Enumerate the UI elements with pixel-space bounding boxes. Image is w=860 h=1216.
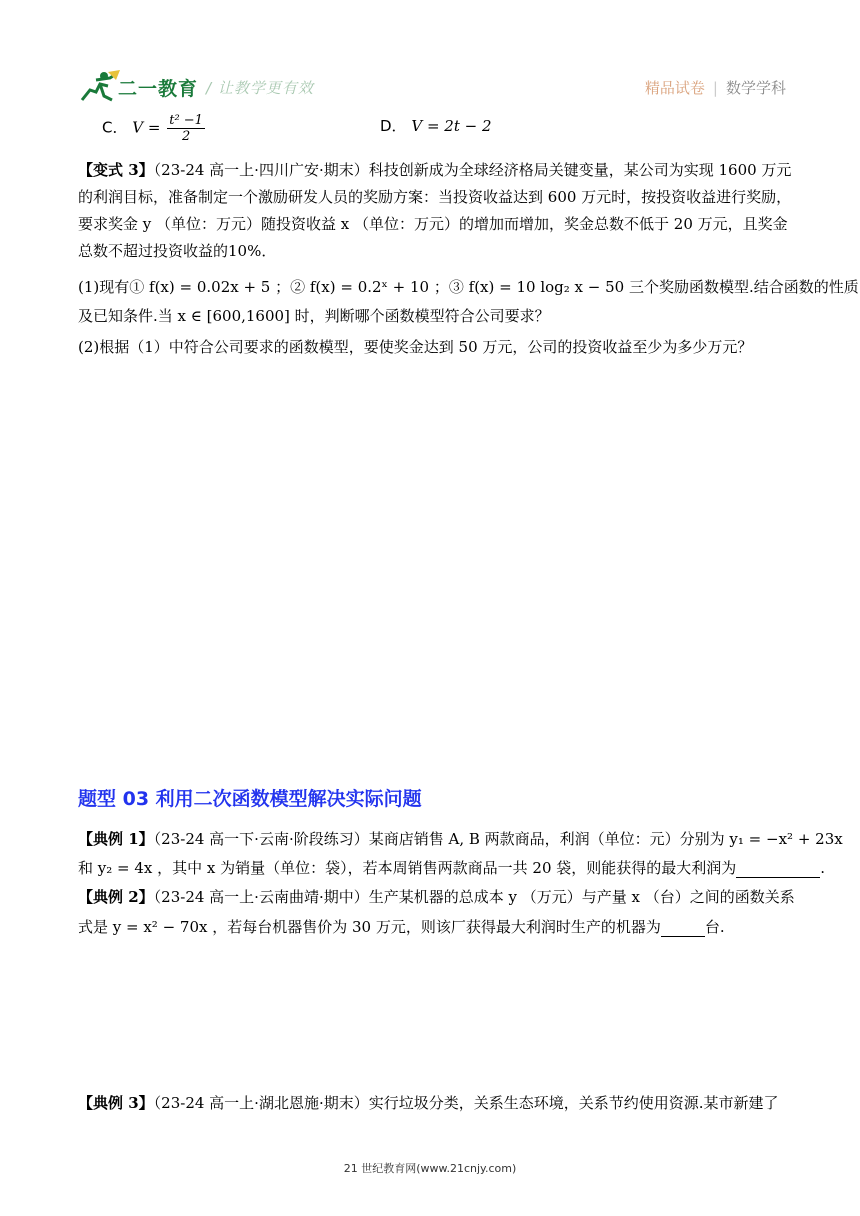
running-man-logo-icon	[78, 68, 122, 104]
option-c-fraction: $\frac{\text{t² −1}}{2}$	[169, 113, 203, 144]
page-header	[78, 68, 786, 104]
example3-tag: 【典例 3】	[78, 1094, 154, 1112]
example1-line1: 【典例 1】（23-24 高一下·云南·阶段练习）某商店销售 A, B 两款商品，利润（单位：元）分别为 y₁ = −x² + 23x	[78, 830, 843, 848]
example2-line2: 式是 y = x² − 70x ，若每台机器售价为 30 万元，则该厂获得最大利润时生产的机器为 台.	[78, 918, 725, 936]
header-label-subject: 数学学科	[725, 79, 786, 97]
example1-tag: 【典例 1】	[78, 830, 154, 848]
page-footer: 21 世纪教育网(www.21cnjy.com)	[343, 1162, 517, 1175]
variant3-line1: 【变式 3】（23-24 高一上·四川广安·期末）科技创新成为全球经济格局关键变量，某公司为实现 1600 万元	[78, 161, 792, 179]
example3-line1: 【典例 3】（23-24 高一上·湖北恩施·期末）实行垃圾分类，关系生态环境，关系节约使用资源.某市新建了	[78, 1094, 779, 1112]
variant3-line2: 的利润目标，准备制定一个激励研发人员的奖励方案：当投资收益达到 600 万元时，按投资收益进行奖励，	[78, 188, 792, 206]
example1-line2: 和 y₂ = 4x ，其中 x 为销量（单位：袋），若本周销售两款商品一共 20 袋，则能获得的最大利润为 .	[78, 859, 826, 877]
variant3-question1-line1: (1)现有① f(x) = 0.02x + 5 ；② f(x) = 0.2ˣ + 10 ；③ f(x) = 10 log₂ x − 50 三个奖励函数模型.结合函数的性质	[78, 278, 859, 296]
variant3-line3: 要求奖金 y （单位：万元）随投资收益 x （单位：万元）的增加而增加，奖金总数不低于 20 万元，且奖金	[78, 215, 788, 233]
brand-name: 二一教育	[118, 78, 199, 100]
header-label-premium: 精品试卷	[644, 79, 705, 97]
header-subject	[645, 77, 786, 98]
header-separator: |	[712, 79, 718, 97]
section-title: 题型 03 利用二次函数模型解决实际问题	[78, 788, 422, 810]
variant3-question1-line2: 及已知条件.当 x ∈ [600,1600] 时，判断哪个函数模型符合公司要求？	[78, 307, 550, 325]
option-c: C． V = $\frac{\text{t² −1}}{2}$	[102, 113, 203, 144]
example2-tag: 【典例 2】	[78, 888, 154, 906]
example2-line1: 【典例 2】（23-24 高一上·云南曲靖·期中）生产某机器的总成本 y （万元）与产量 x （台）之间的函数关系	[78, 888, 795, 906]
brand-slogan: / 让教学更有效	[206, 79, 314, 97]
variant3-question2: (2)根据（1）中符合公司要求的函数模型，要使奖金达到 50 万元，公司的投资收益至少为多少万元？	[78, 338, 753, 356]
variant3-tag: 【变式 3】	[78, 161, 154, 179]
option-d: D． V = 2t − 2	[380, 117, 492, 135]
answer-blank[interactable]	[736, 861, 820, 878]
answer-blank[interactable]	[661, 920, 705, 937]
variant3-line4: 总数不超过投资收益的10%．	[78, 242, 277, 260]
